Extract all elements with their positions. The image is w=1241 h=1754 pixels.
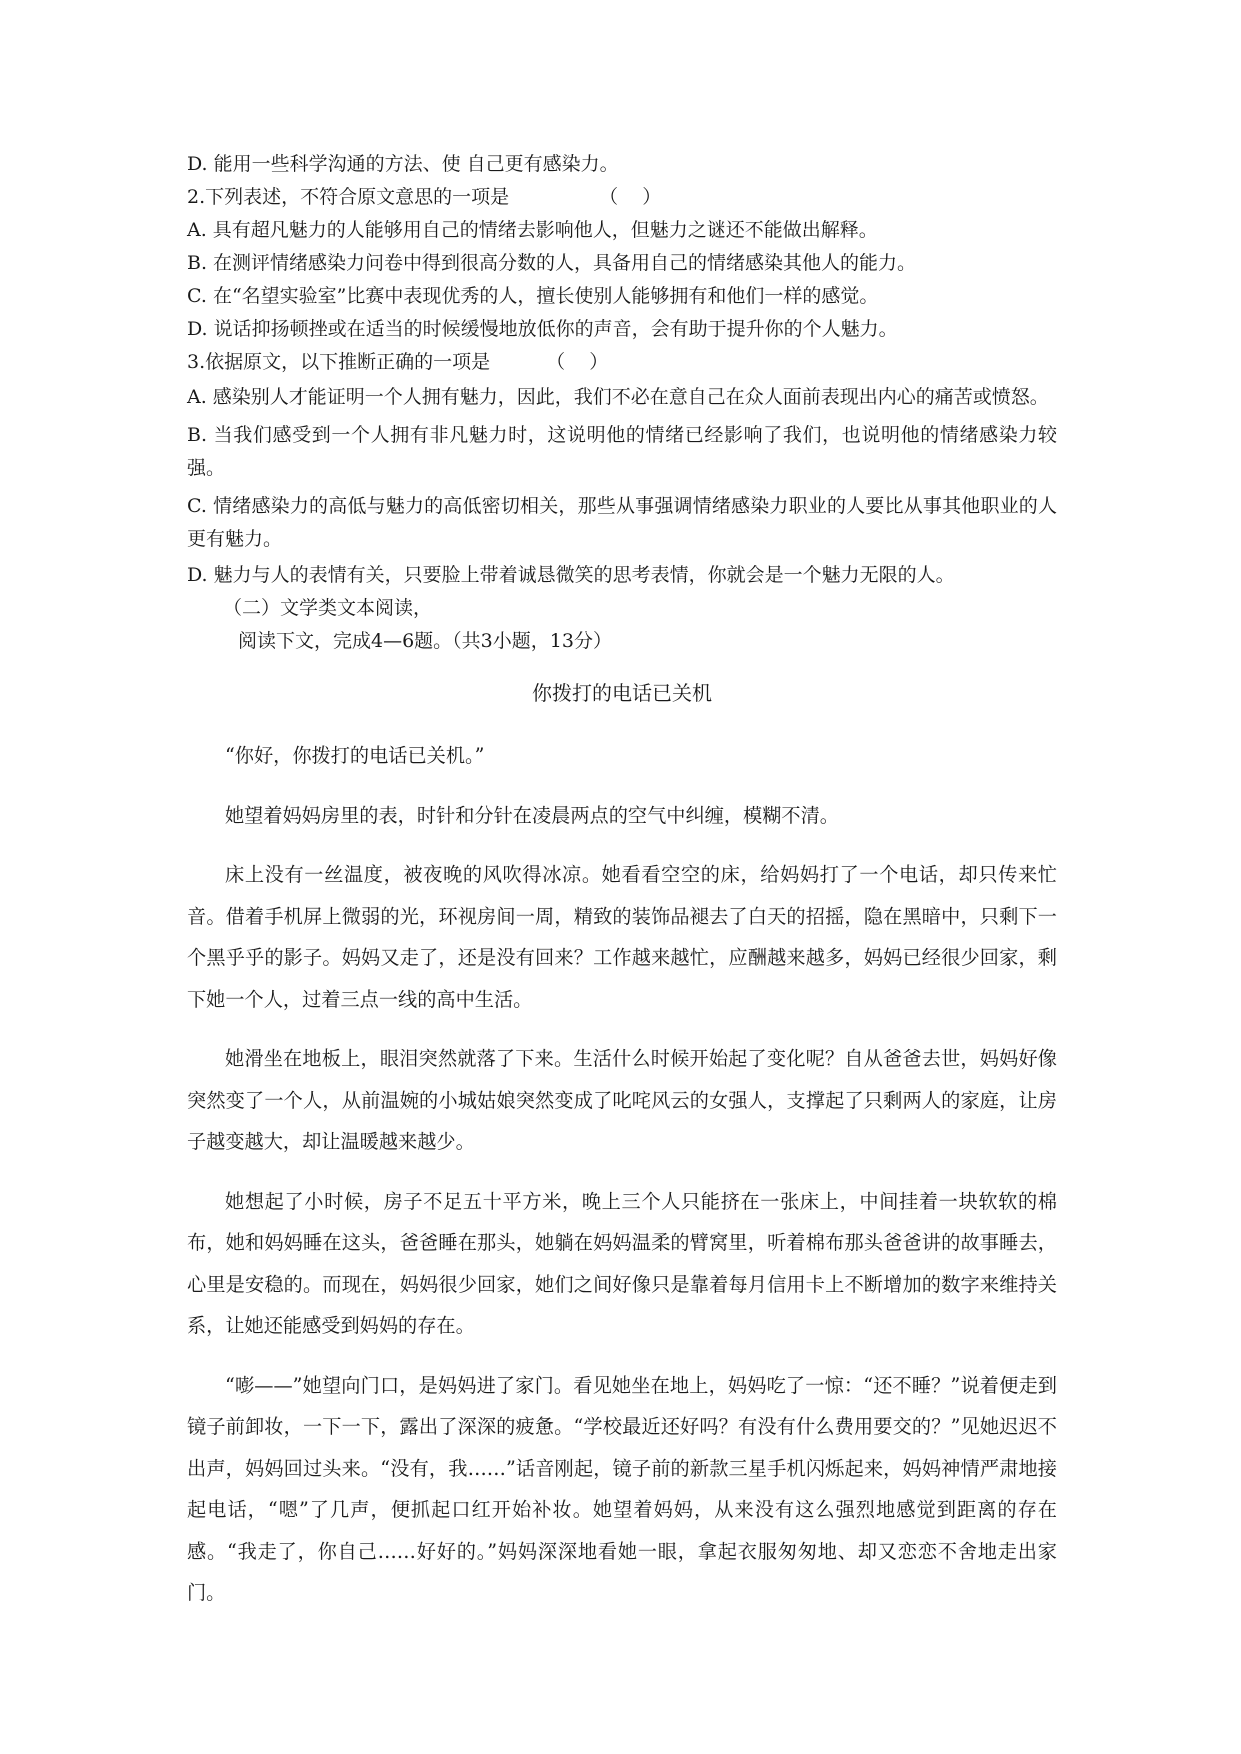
section-heading: （二）文学类文本阅读， — [223, 597, 433, 619]
story-paragraph: 她滑坐在地板上，眼泪突然就落了下来。生活什么时候开始起了变化呢？自从爸爸去世，妈妈好像突然变了一个人，从前温婉的小城姑娘突然变成了叱咤风云的女强人，支撑起了只剩两人的家庭，让房子越变越大，却让温暖越来越少。 — [187, 1047, 1057, 1153]
q2-option-d: D. 说话抑扬顿挫或在适当的时候缓慢地放低你的声音，会有助于提升你的个人魅力。 — [187, 318, 898, 340]
q3-answer-blank: （ ） — [546, 351, 609, 373]
q2-option-a: A. 具有超凡魅力的人能够用自己的情绪去影响他人，但魅力之谜还不能做出解释。 — [187, 219, 878, 241]
story-paragraph: “嘭——”她望向门口，是妈妈进了家门。看见她坐在地上，妈妈吃了一惊：“还不睡？”说着便走到镜子前卸妆，一下一下，露出了深深的疲惫。“学校最近还好吗？有没有什么费用要交的？”见她迟迟不出声，妈妈回过头来。“没有，我……”话音刚起，镜子前的新款三星手机闪烁起来，妈妈神情严肃地接起电话，“嗯”了几声，便抓起口红开始补妆。她望着妈妈，从来没有这么强烈地感觉到距离的存在感。“我走了，你自己……好好的。”妈妈深深地看她一眼，拿起衣服匆匆地、却又恋恋不舍地走出家门。 — [187, 1373, 1057, 1604]
q2-stem — [187, 183, 1057, 211]
q1-option-d: D. 能用一些科学沟通的方法、使 自己更有感染力。 — [187, 153, 619, 175]
q3-stem — [187, 348, 1057, 376]
q3-option-c: C. 情绪感染力的高低与魅力的高低密切相关，那些从事强调情绪感染力职业的人要比从事其他职业的人更有魅力。 — [187, 495, 1057, 550]
q3-option-b: B. 当我们感受到一个人拥有非凡魅力时，这说明他的情绪已经影响了我们，也说明他的情绪感染力较强。 — [187, 424, 1057, 479]
story-body — [187, 735, 1057, 1614]
story-title: 你拨打的电话已关机 — [532, 681, 712, 705]
q3-option-a: A. 感染别人才能证明一个人拥有魅力，因此，我们不必在意自己在众人面前表现出内心的痛苦或愤怒。 — [187, 386, 1049, 408]
page-content — [187, 150, 1057, 1632]
story-paragraph: 她望着妈妈房里的表，时针和分针在凌晨两点的空气中纠缠，模糊不清。 — [225, 803, 839, 827]
q3-option-d: D. 魅力与人的表情有关，只要脸上带着诚恳微笑的思考表情，你就会是一个魅力无限的人。 — [187, 564, 955, 586]
story-paragraph: “你好，你拨打的电话已关机。” — [225, 744, 485, 767]
story-paragraph: 床上没有一丝温度，被夜晚的风吹得冰凉。她看看空空的床，给妈妈打了一个电话，却只传来忙音。借着手机屏上微弱的光，环视房间一周，精致的装饰品褪去了白天的招摇，隐在黑暗中，只剩下一个黑乎乎的影子。妈妈又走了，还是没有回来？工作越来越忙，应酬越来越多，妈妈已经很少回家，剩下她一个人，过着三点一线的高中生活。 — [187, 863, 1057, 1011]
section-instruction: 阅读下文，完成4—6题。（共3小题，13分） — [238, 630, 612, 652]
q2-answer-blank: （ ） — [599, 186, 662, 208]
q2-option-c: C. 在“名望实验室”比赛中表现优秀的人，擅长使别人能够拥有和他们一样的感觉。 — [187, 285, 879, 307]
q3-stem-text: 3.依据原文，以下推断正确的一项是 — [187, 351, 491, 373]
q2-stem-text: 2.下列表述，不符合原文意思的一项是 — [187, 186, 510, 208]
q2-option-b: B. 在测评情绪感染力问卷中得到很高分数的人，具备用自己的情绪感染其他人的能力。 — [187, 252, 917, 274]
story-paragraph: 她想起了小时候，房子不足五十平方米，晚上三个人只能挤在一张床上，中间挂着一块软软的棉布，她和妈妈睡在这头，爸爸睡在那头，她躺在妈妈温柔的臂窝里，听着棉布那头爸爸讲的故事睡去，心里是安稳的。而现在，妈妈很少回家，她们之间好像只是靠着每月信用卡上不断增加的数字来维持关系，让她还能感受到妈妈的存在。 — [187, 1189, 1057, 1337]
